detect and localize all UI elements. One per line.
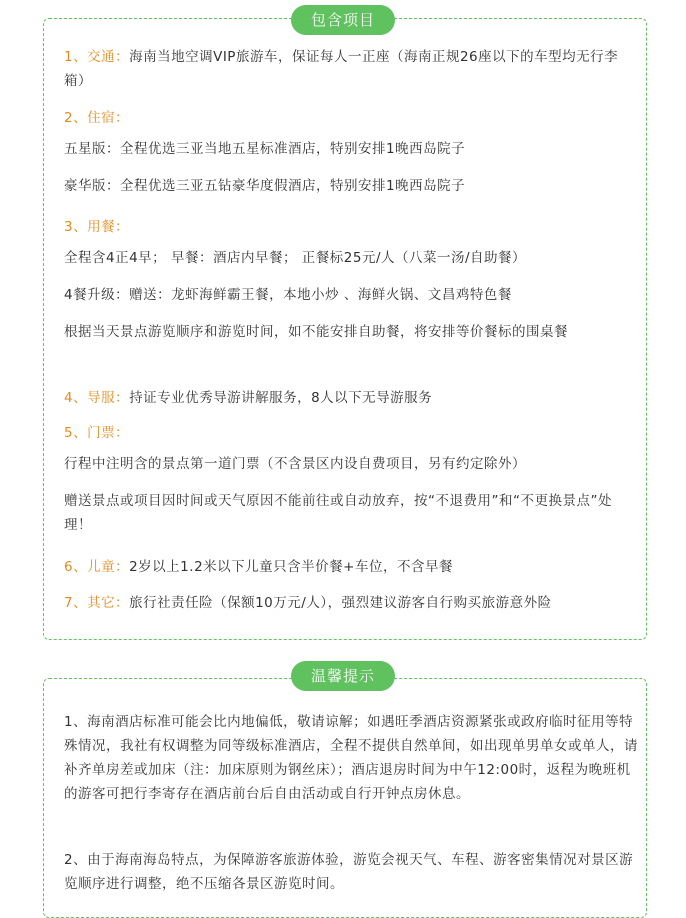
traffic-heading: 1、交通： — [64, 49, 130, 65]
other-heading: 7、其它： — [64, 595, 130, 611]
traffic-item — [64, 45, 638, 93]
meals-heading: 3、用餐： — [64, 219, 130, 235]
lodging-heading: 2、住宿： — [64, 110, 130, 126]
meals-upgrade: 4餐升级：赠送：龙虾海鲜霸王餐，本地小炒 、海鲜火锅、文昌鸡特色餐 — [64, 287, 512, 303]
children-item — [64, 555, 638, 579]
tips-title: 温馨提示 — [291, 661, 395, 691]
tip-hotel: 1、海南酒店标准可能会比内地偏低，敬请谅解；如遇旺季酒店资源紧张或政府临时征用等特殊情况，我社有权调整为同等级标准酒店，全程不提供自然单间，如出现单男单女或单人，请补齐单房差或加床（注：加床原则为钢丝床）；酒店退房时间为中午12:00时，返程为晚班机的游客可把行李寄存在酒店前台后自由活动或自行开钟点房休息。 — [64, 714, 638, 802]
guide-text: 持证专业优秀导游讲解服务，8人以下无导游服务 — [129, 390, 433, 406]
included-items-title: 包含项目 — [291, 5, 395, 35]
meals-note: 根据当天景点游览顺序和游览时间，如不能安排自助餐，将安排等价餐标的围桌餐 — [64, 324, 568, 340]
meals-standard: 全程含4正4早； 早餐：酒店内早餐； 正餐标25元/人（八菜一汤/自助餐） — [64, 250, 527, 266]
guide-heading: 4、导服： — [64, 390, 130, 406]
other-item — [64, 591, 638, 615]
tickets-gift-note: 赠送景点或项目因时间或天气原因不能前往或自动放弃，按“不退费用”和“不更换景点”处理！ — [64, 493, 612, 533]
children-heading: 6、儿童： — [64, 559, 130, 575]
traffic-text: 海南当地空调VIP旅游车，保证每人一正座（海南正规26座以下的车型均无行李箱） — [64, 49, 619, 89]
tip-itinerary: 2、由于海南海岛特点，为保障游客旅游体验，游览会视天气、车程、游客密集情况对景区游览顺序进行调整，绝不压缩各景区游览时间。 — [64, 852, 634, 892]
lodging-five-star: 五星版：全程优选三亚当地五星标准酒店，特别安排1晚西岛院子 — [64, 141, 466, 157]
children-text: 2岁以上1.2米以下儿童只含半价餐+车位，不含早餐 — [129, 559, 453, 575]
lodging-luxury: 豪华版：全程优选三亚五钻豪华度假酒店，特别安排1晚西岛院子 — [64, 178, 466, 194]
tickets-heading: 5、门票： — [64, 425, 130, 441]
tickets-included: 行程中注明含的景点第一道门票（不含景区内设自费项目，另有约定除外） — [64, 456, 526, 472]
guide-item — [64, 386, 638, 410]
other-text: 旅行社责任险（保额10万元/人），强烈建议游客自行购买旅游意外险 — [129, 595, 552, 611]
